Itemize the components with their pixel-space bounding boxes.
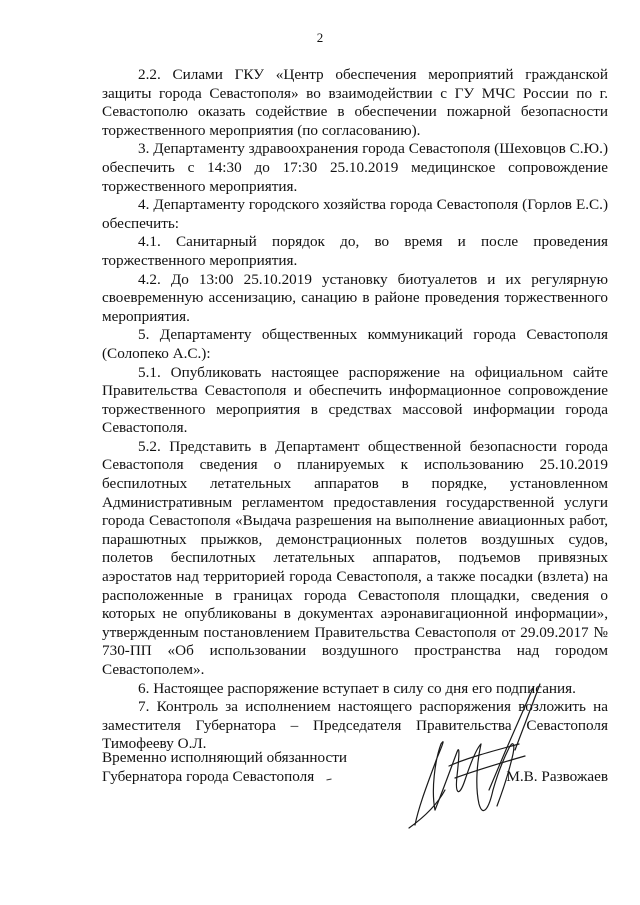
paragraph-4-1: 4.1. Санитарный порядок до, во время и после проведения торжественного мероприятия.: [102, 233, 608, 269]
stray-mark: [326, 778, 332, 781]
signatory-position-line-1: Временно исполняющий обязанности: [102, 749, 348, 766]
paragraph-3: 3. Департаменту здравоохранения города Севастополя (Шеховцов С.Ю.) обеспечить с 14:30 до 17:30 25.10.2019 медицинское сопровождение торжественного мероприятия.: [102, 140, 608, 195]
paragraph-7: 7. Контроль за исполнением настоящего распоряжения возложить на заместителя Губернатора – Председателя Правительства Севастополя Тимофееву О.Л.: [102, 698, 608, 753]
signatory-name: М.В. Развожаев: [506, 768, 608, 785]
paragraph-4: 4. Департаменту городского хозяйства города Севастополя (Горлов Е.С.) обеспечить:: [102, 196, 608, 232]
signatory-position: [102, 748, 347, 786]
page-number: 2: [316, 30, 324, 45]
paragraph-5-2: 5.2. Представить в Департамент общественной безопасности города Севастополя сведения о планируемых к использованию 25.10.2019 беспилотных летательных аппаратов в порядке, установленном Административным регламентом предоставления государственной услуги города Севастополя «Выдача разрешения на выполнение авиационных работ, парашютных прыжков, демонстрационных полетов воздушных судов, полетов беспилотных летательных аппаратов, подъемов привязных аэростатов над территорией города Севастополя, а также посадки (взлета) на расположенные в границах города Севастополя площадки, сведения о которых не опубликованы в документах аэронавигационной информации», утвержденным постановлением Правительства Севастополя от 29.09.2017 № 730-ПП «Об использовании воздушного пространства над городом Севастополем».: [102, 437, 608, 678]
paragraph-5-1: 5.1. Опубликовать настоящее распоряжение на официальном сайте Правительства Севастополя и обеспечить информационное сопровождение торжественного мероприятия в средствах массовой информации города Севастополя.: [102, 363, 608, 437]
paragraph-5: 5. Департаменту общественных коммуникаций города Севастополя (Солопеко А.С.):: [102, 326, 608, 362]
paragraph-2-2: 2.2. Силами ГКУ «Центр обеспечения мероприятий гражданской защиты города Севастополя» во взаимодействии с ГУ МЧС России по г. Севастополю оказать содействие в обеспечении пожарной безопасности торжественного мероприятия (по согласованию).: [102, 66, 608, 139]
paragraph-6: 6. Настоящее распоряжение вступает в силу со дня его подписания.: [138, 679, 576, 697]
signatory-position-line-2: Губернатора города Севастополя: [102, 768, 315, 785]
handwritten-signature-icon: [385, 640, 565, 840]
paragraph-4-2: 4.2. До 13:00 25.10.2019 установку биотуалетов и их регулярную своевременную ассенизацию, санацию в районе проведения торжественного мероприятия.: [102, 270, 608, 325]
